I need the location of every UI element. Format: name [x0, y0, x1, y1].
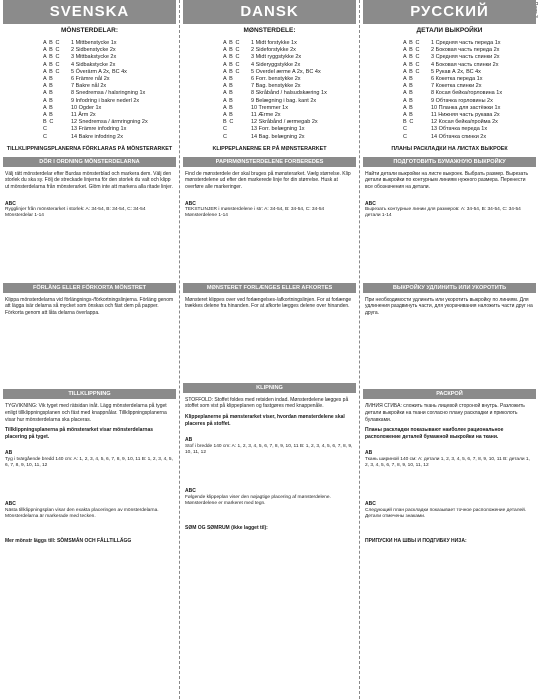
- piece-name: 9 Infodring i bakre nederl 2x: [71, 97, 140, 104]
- column-swedish: [3, 0, 176, 699]
- piece-name: 7 Bag. benstykke 2x: [251, 83, 301, 90]
- piece-name: 1 Средняя часть переда 1x: [431, 40, 501, 46]
- pattern-piece-row: [403, 105, 536, 112]
- pattern-piece-row: [43, 112, 176, 119]
- section-heading: DÖR I ORDNING MÖNSTERDELARNA: [3, 157, 176, 167]
- section-heading: PAPIRMØNSTERDELENE FORBEREDES: [183, 157, 356, 167]
- piece-views: A B C: [43, 47, 61, 54]
- piece-views: A B: [223, 112, 234, 119]
- piece-name: 8 Skråbånd / halsudskæring 1x: [251, 90, 327, 97]
- piece-views: A B C: [403, 61, 421, 68]
- piece-views: A B: [223, 104, 234, 111]
- piece-views: B C: [403, 119, 414, 126]
- cutting-layout-label: TILLKLIPPNINGSPLANERNA FÖRKLARAS PÅ MÖNSTERARKET: [6, 145, 173, 152]
- language-header: SVENSKA: [3, 0, 176, 24]
- piece-name: 2 Боковая часть переда 2x: [431, 47, 500, 54]
- cutting-layout-label: KLIPPEPLANERNE ER PÅ MØNSTERARKET: [212, 145, 327, 152]
- piece-views: C: [223, 133, 228, 140]
- fabric-width-text: Tyg i tvärgående bredd 140 cm: A: 1, 2, 3, 4, 5, 6, 7, 8, 9, 10, 11 B: 1, 2, 3, 4, 5, 6, 7, 8, 9, 10, 11, 12: [5, 456, 173, 469]
- view-label: AB: [185, 437, 193, 444]
- pattern-piece-row: [223, 40, 356, 47]
- pieces-heading: ДЕТАЛИ ВЫКРОЙКИ: [416, 27, 483, 34]
- piece-name: 14 Bakre infodring 2x: [71, 133, 123, 140]
- pattern-piece-row: [223, 54, 356, 61]
- section-text: Klippa mönsterdelarna vid förlängnings-/förkortningslinjerna. Förläng genom att lägga isär delarna så mycket som önskas och fäst dem på papper. Förkorta genom att låta delarna överlappa.: [5, 296, 174, 316]
- view-label: ABC: [365, 501, 376, 508]
- pattern-piece-row: [223, 119, 356, 126]
- piece-views: B C: [223, 119, 234, 126]
- piece-views: A B C: [403, 47, 421, 54]
- piece-name: 10 Ogder 1x: [71, 104, 102, 111]
- size-lines-text: Rygglinjer från mönsterarket i storlek: A: 34-54, B: 34-54, C: 34-54 Mönsterdelar 1-14: [5, 207, 146, 219]
- fabric-width-text: Ткань шириной 140 см: A: детали 1, 2, 3, 4, 5, 6, 7, 8, 9, 10, 11 B: детали 1, 2, 3, 4, 5, 6, 7, 8, 9, 10, 11, 12: [365, 456, 530, 469]
- pattern-piece-row: [43, 126, 176, 133]
- pattern-piece-row: [223, 62, 356, 69]
- piece-views: A B: [403, 76, 414, 83]
- pattern-piece-row: [43, 119, 176, 126]
- pattern-piece-row: [223, 69, 356, 76]
- piece-name: 2 Sidbenstycke 2x: [71, 47, 116, 54]
- piece-name: 7 Bakre nål 2x: [71, 83, 107, 90]
- pattern-piece-row: [43, 76, 176, 83]
- layout-note: Tillklippningsplanerna på mönsterarket visar mönsterdelarnas placering på tyget.: [5, 427, 154, 440]
- piece-name: 12 Skråbånd / ærmegab 2x: [251, 119, 318, 126]
- pattern-piece-row: [403, 119, 536, 126]
- piece-name: 5 Рукав А 2x, ВС 4x: [431, 68, 481, 75]
- section-text: Välj rätt mönsterdelar efter Burdas mönsterblad och markera dem. Välj den storlek du ska sy. Följ de streckade linjerna för den storlek du valt och klipp ut mönsterdelarna från mönsterarket. Glöm inte att markera alla ritade linjer.: [5, 170, 173, 191]
- piece-views: A B: [43, 104, 54, 111]
- pattern-piece-row: [223, 105, 356, 112]
- pattern-piece-row: [223, 126, 356, 133]
- pieces-heading: MÖNSTERDELAR:: [60, 27, 119, 34]
- pattern-piece-row: [403, 47, 536, 54]
- piece-name: 11 Ärm 2x: [71, 112, 96, 119]
- piece-views: A B: [223, 83, 234, 90]
- piece-views: A B: [43, 97, 54, 104]
- piece-views: A B: [403, 90, 414, 97]
- column-russian: [363, 0, 536, 699]
- piece-name: 12 Snedremsa / ärmringning 2x: [71, 119, 148, 126]
- piece-name: 6 Främre nål 2x: [71, 76, 110, 83]
- column-danish: [183, 0, 356, 699]
- section-text: ЛИНИЯ СГИБА: сложить ткань лицевой стороной внутрь. Разложить детали выкройки на ткани согласно плану раскладки и приколоть булавками.: [365, 403, 525, 423]
- pattern-piece-row: [43, 134, 176, 141]
- layout-note: Планы раскладки показывают наиболее рациональное расположение деталей бумажной выкройки на ткани.: [365, 427, 504, 440]
- section-text: STOFFOLD: Stoffet foldes med retsiden indad. Mønsterdelene lægges på stoffet som vist på klippeplanen og fastgøres med knappenåle.: [185, 396, 349, 410]
- piece-views: A B C: [223, 47, 241, 54]
- piece-views: A B: [43, 90, 54, 97]
- piece-name: 5 Overdel ærme A 2x, BC 4x: [251, 68, 321, 75]
- section-heading: ПОДГОТОВИТЬ БУМАЖНУЮ ВЫКРОЙКУ: [363, 157, 536, 167]
- pattern-piece-row: [403, 40, 536, 47]
- layout-note: Klippeplanerne på mønsterarket viser, hvordan mønsterdelene skal placeres på stoffet.: [185, 414, 345, 427]
- piece-views: C: [223, 126, 228, 133]
- pattern-pieces-list: [43, 40, 176, 141]
- pattern-piece-row: [43, 54, 176, 61]
- piece-views: A B: [403, 112, 414, 119]
- piece-views: A B C: [43, 54, 61, 61]
- piece-name: 13 Främre infodring 1x: [71, 126, 127, 133]
- pattern-pieces-list: [403, 40, 536, 141]
- pattern-piece-row: [403, 54, 536, 61]
- pattern-piece-row: [43, 105, 176, 112]
- piece-views: A B C: [223, 54, 241, 61]
- pattern-piece-row: [403, 69, 536, 76]
- piece-name: 2 Sideforstykke 2x: [251, 47, 296, 54]
- piece-name: 4 Sidbakstycke 2x: [71, 61, 116, 68]
- piece-name: 9 Belægning i bag. kant 2x: [251, 97, 317, 104]
- fabric-width-text: Stof i bredde 140 cm: A: 1, 2, 3, 4, 5, 6, 7, 8, 9, 10, 11 B: 1, 2, 3, 4, 5, 6, 7, 8, 9, 10, 11, 12: [185, 443, 353, 455]
- piece-name: 3 Средняя часть спинки 2x: [431, 54, 500, 61]
- piece-views: A B: [403, 83, 414, 90]
- piece-name: 12 Косая бейка/пройма 2x: [431, 119, 498, 126]
- piece-views: A B C: [223, 68, 241, 75]
- pattern-piece-row: [403, 126, 536, 133]
- piece-views: C: [403, 126, 408, 133]
- piece-views: A B: [403, 97, 414, 104]
- pattern-piece-row: [403, 76, 536, 83]
- pattern-piece-row: [223, 90, 356, 97]
- pattern-piece-row: [43, 69, 176, 76]
- piece-name: 11 Нижняя часть рукава 2x: [431, 112, 500, 119]
- cutting-layout-label: ПЛАНЫ РАСКЛАДКИ НА ЛИСТАХ ВЫКРОЕК: [391, 145, 508, 152]
- view-label: ABC: [365, 200, 376, 207]
- pieces-heading: MØNSTERDELE:: [243, 27, 296, 34]
- piece-views: A B C: [43, 40, 61, 46]
- piece-views: A B C: [43, 68, 61, 75]
- piece-views: A B: [223, 76, 234, 83]
- piece-views: A B C: [403, 54, 421, 61]
- section-text: Найти детали выкройки на листе выкроек. Выбрать размер. Вырезать детали выкройки по контурным линиям нужного размера. Перенести все обозначения на детали.: [365, 170, 529, 191]
- section-text: TYGVIKNING: Vik tyget med rätsidan inåt. Lägg mönsterdelarna på tyget enligt tillklippningsplanen och fäst med knappnålar. Tillklippningsplanerna visar hur mönsterdelarna ska placeras.: [5, 403, 167, 423]
- view-label: AB: [5, 450, 13, 457]
- pattern-piece-row: [223, 47, 356, 54]
- pattern-piece-row: [223, 134, 356, 141]
- pattern-piece-row: [43, 90, 176, 97]
- layout-detail-text: Следующий план раскладки показывает точное расположение деталей. Детали отмечены знаками.: [365, 507, 527, 520]
- layout-detail-text: Følgende klippeplan viser den nøjagtige placering af mønsterdelene. Mønsterdelene er markeret med tegn.: [185, 494, 331, 506]
- piece-views: A B C: [403, 40, 421, 46]
- section-text: Find de mønsterdele der skal bruges på mønsterarket. Vælg størrelse. Klip mønsterdelene ud efter den markerede linje for din størrelse. Husk at overføre alle markeringer.: [185, 170, 351, 191]
- footer-heading: ПРИПУСКИ НА ШВЫ И ПОДГИБКУ НИЗА:: [365, 538, 467, 545]
- piece-views: A B C: [403, 68, 421, 75]
- pattern-piece-row: [43, 83, 176, 90]
- footer-heading: Mer mönstr läggs till: SÖMSMÅN OCH FÅLLTILLÄGG: [5, 538, 132, 545]
- piece-name: 13 Forr. belægning 1x: [251, 126, 305, 133]
- layout-detail-text: Nästa tillklippningsplan visar den exakta placeringen av mönsterdelarna. Mönsterdelarna är markerade med tecken.: [5, 507, 159, 520]
- piece-name: 3 Mittbakstycke 2x: [71, 54, 117, 61]
- piece-views: C: [43, 133, 48, 140]
- piece-views: B C: [43, 119, 54, 126]
- pattern-piece-row: [403, 62, 536, 69]
- pattern-piece-row: [43, 62, 176, 69]
- piece-views: A B: [43, 83, 54, 90]
- size-lines-text: TEKSTLINJER i mønsterdelene i str: A: 34-54, B: 34-54, C: 34-54 Mønsterdelene 1-14: [185, 207, 325, 219]
- column-separator: [179, 0, 180, 699]
- piece-views: A B: [43, 112, 54, 119]
- section-heading: ВЫКРОЙКУ УДЛИНИТЬ ИЛИ УКОРОТИТЬ: [363, 283, 536, 293]
- pattern-piece-row: [403, 90, 536, 97]
- piece-name: 11 Ærme 2x: [251, 112, 281, 119]
- piece-name: 8 Косая бейка/горловина 1x: [431, 90, 503, 97]
- piece-name: 8 Snedremsa / halsringning 1x: [71, 90, 146, 97]
- section-heading: KLIPNING: [183, 383, 356, 393]
- pattern-piece-row: [223, 76, 356, 83]
- piece-name: 14 Обтачка спинки 2x: [431, 133, 487, 140]
- pattern-piece-row: [403, 98, 536, 105]
- section-heading: FÖRLÄNG ELLER FÖRKORTA MÖNSTRET: [3, 283, 176, 293]
- view-label: ABC: [185, 488, 196, 495]
- piece-views: A B: [403, 104, 414, 111]
- section-heading: TILLKLIPPNING: [3, 389, 176, 399]
- language-header: РУССКИЙ: [363, 0, 536, 24]
- piece-views: C: [43, 126, 48, 133]
- piece-name: 14 Bag. belægning 2x: [251, 133, 305, 140]
- piece-name: 1 Midt forstykke 1x: [251, 40, 297, 46]
- size-lines-text: Вырезать контурные линии для размеров: A: 34-54, B: 34-54, C: 34-54 детали 1-14: [365, 207, 521, 219]
- pattern-pieces-list: [223, 40, 356, 141]
- pattern-piece-row: [403, 134, 536, 141]
- language-header: DANSK: [183, 0, 356, 24]
- piece-name: 6 Кокетка переда 1x: [431, 76, 483, 83]
- piece-name: 6 Forr. benstykke 2x: [251, 76, 301, 83]
- piece-name: 13 Обтачка переда 1x: [431, 126, 488, 133]
- section-text: При необходимости удлинить или укоротить выкройку по линиям. Для удлинения раздвинуть части, для укорачивания наложить части друг на друга.: [365, 296, 533, 316]
- piece-views: C: [403, 133, 408, 140]
- piece-name: 4 Sideryggstykke 2x: [251, 61, 301, 68]
- piece-name: 9 Обтачка горловины 2x: [431, 97, 493, 104]
- piece-name: 10 Tremmer 1x: [251, 104, 288, 111]
- view-label: ABC: [5, 501, 16, 508]
- footer-heading: SØM OG SØMRUM (ikke lagget til):: [185, 525, 268, 532]
- piece-views: A B: [223, 90, 234, 97]
- pattern-piece-row: [223, 98, 356, 105]
- view-label: ABC: [5, 200, 16, 207]
- view-label: AB: [365, 450, 373, 457]
- piece-views: A B C: [223, 61, 241, 68]
- pattern-piece-row: [43, 47, 176, 54]
- section-heading: РАСКРОЙ: [363, 389, 536, 399]
- piece-name: 4 Боковая часть спинки 2x: [431, 61, 499, 68]
- piece-views: A B: [43, 76, 54, 83]
- section-heading: MØNSTERET FORLÆNGES ELLER AFKORTES: [183, 283, 356, 293]
- piece-views: A B C: [43, 61, 61, 68]
- piece-name: 7 Кокетка спинки 2x: [431, 83, 482, 90]
- pattern-piece-row: [43, 98, 176, 105]
- piece-views: A B C: [223, 40, 241, 46]
- section-text: Mønsteret klippes over ved forlængelses-/afkortningslinjen. For at forlænge trækkes delene fra hinanden. For at afkorte lægges delene over hinanden.: [185, 296, 352, 310]
- piece-name: 5 Överärm A 2x, BC 4x: [71, 68, 127, 75]
- pattern-piece-row: [43, 40, 176, 47]
- piece-views: A B: [223, 97, 234, 104]
- column-separator: [359, 0, 360, 699]
- piece-name: 1 Mittbenstycke 1x: [71, 40, 117, 46]
- piece-name: 3 Midt ryggstykke 2x: [251, 54, 302, 61]
- view-label: ABC: [185, 200, 196, 207]
- piece-name: 10 Планка для застёжки 1x: [431, 104, 501, 111]
